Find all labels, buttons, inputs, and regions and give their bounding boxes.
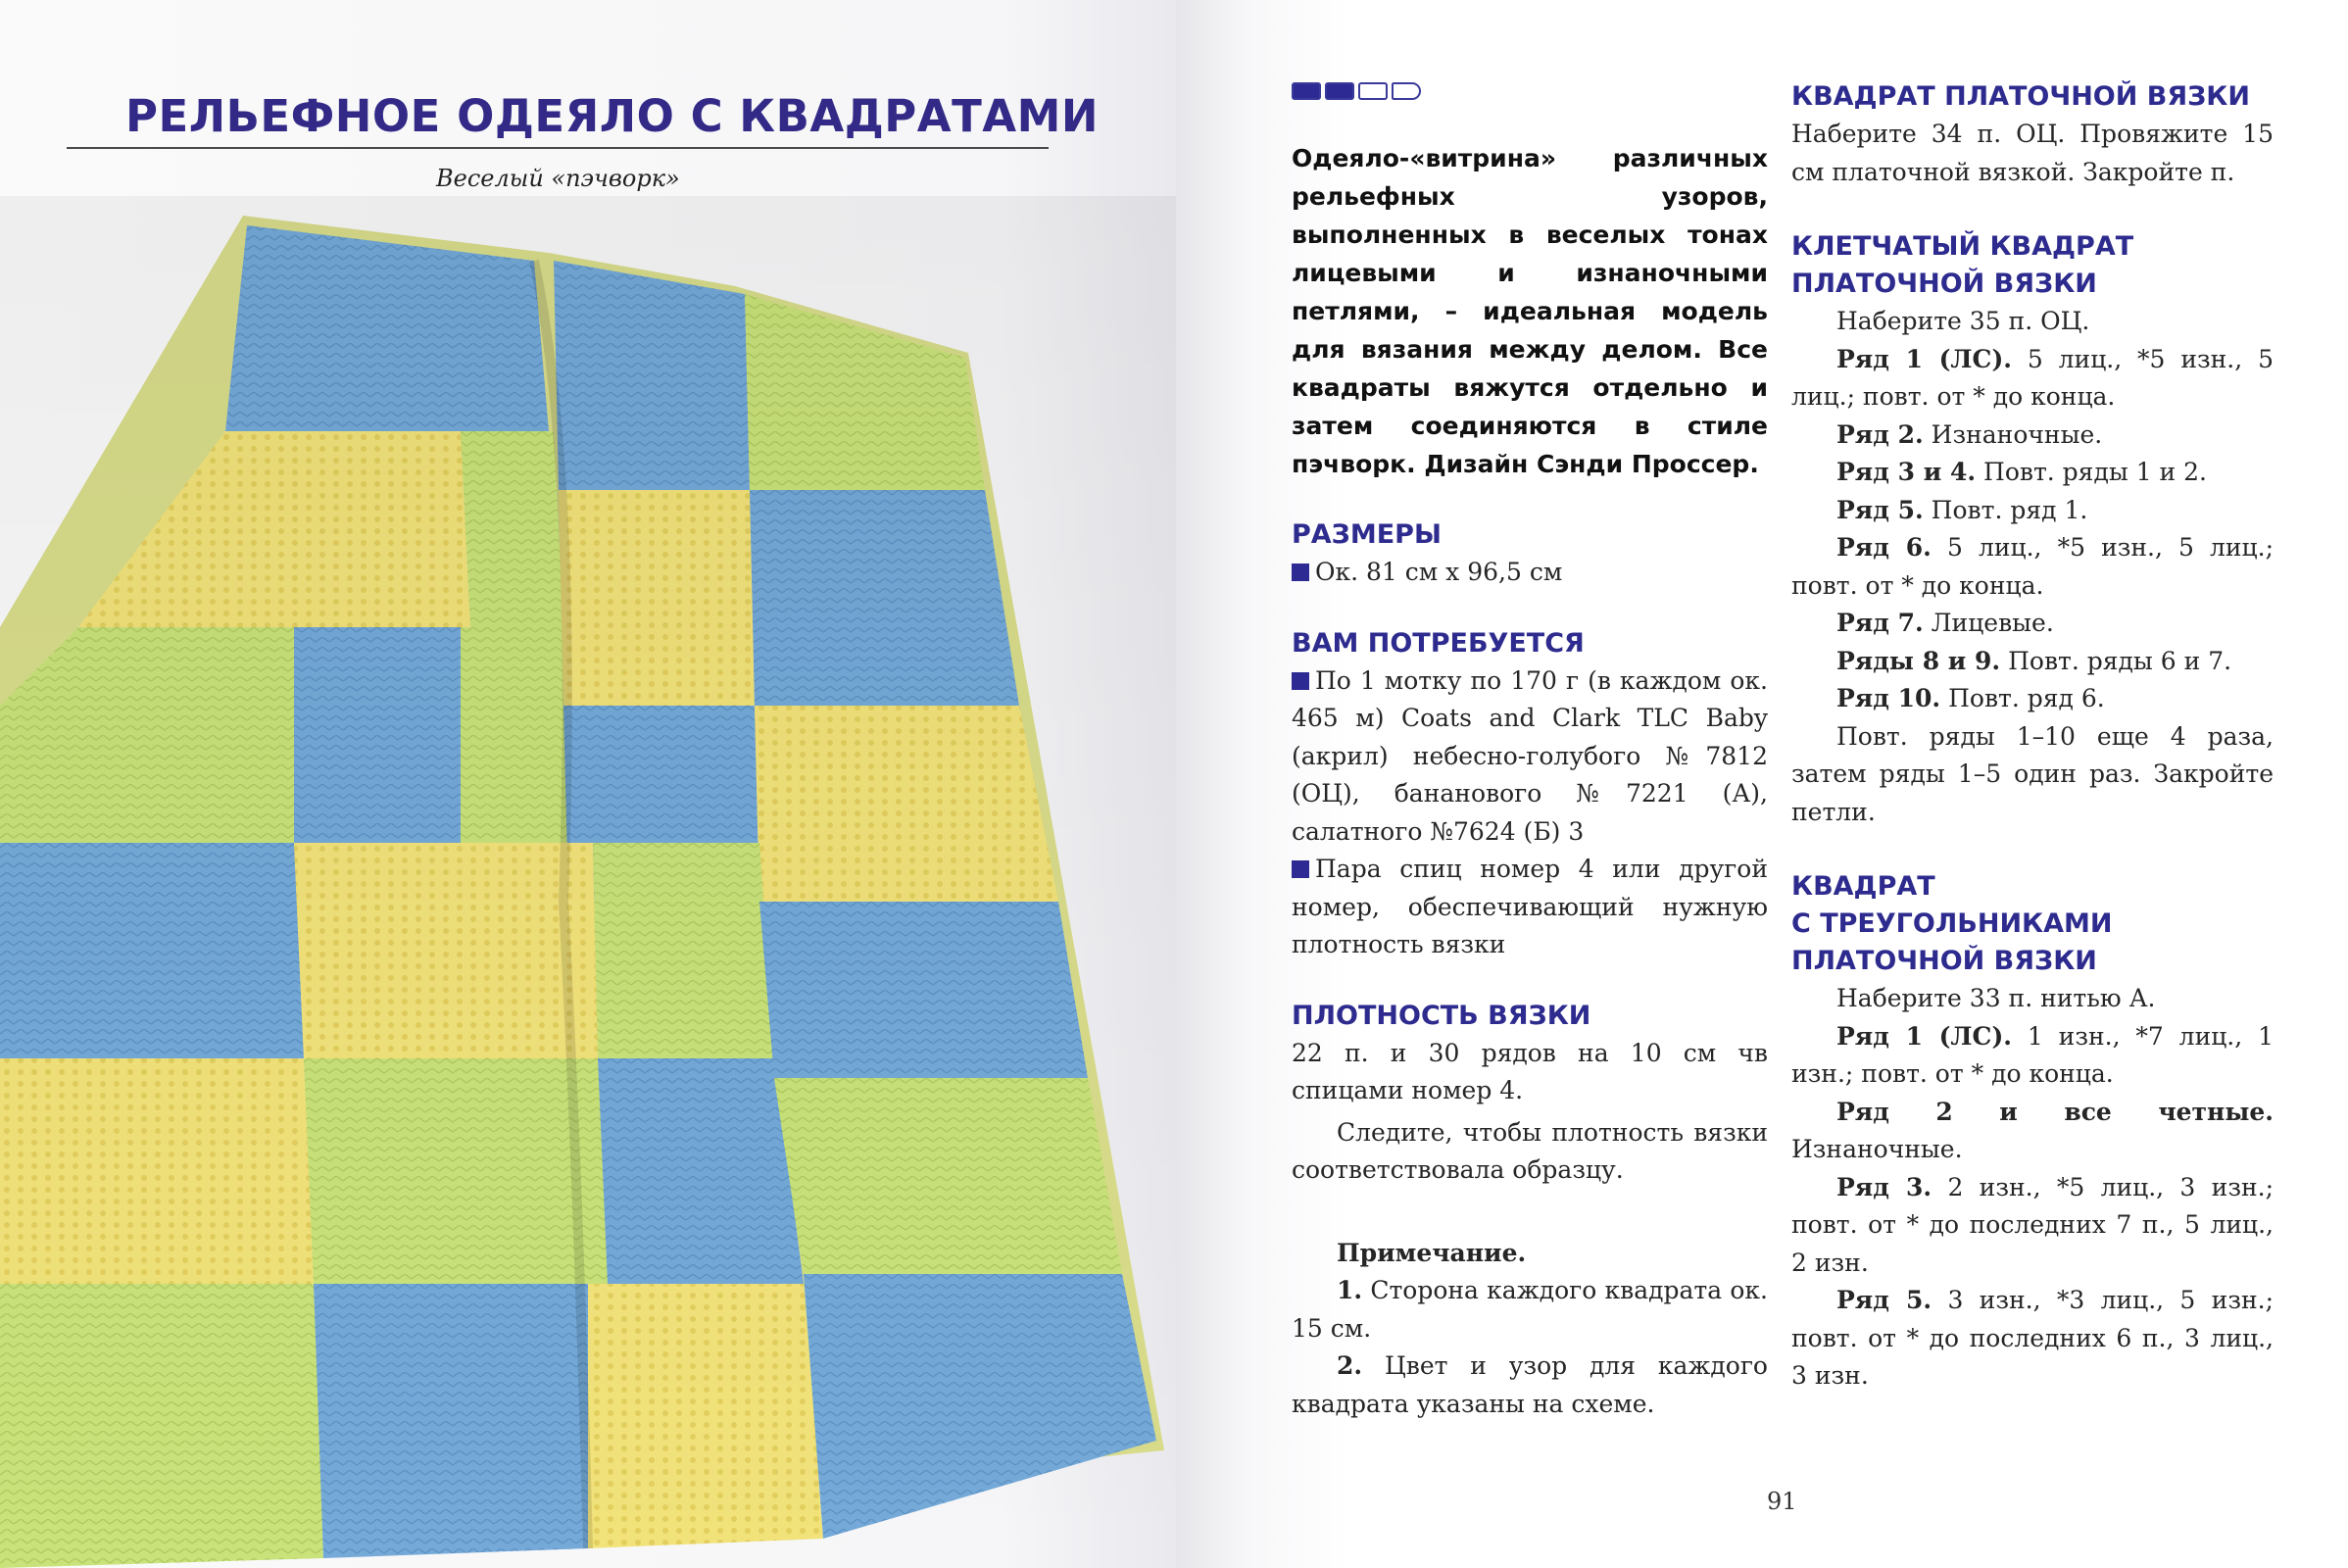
- row-instruction: [1791, 529, 2274, 605]
- bullet-square-icon: [1292, 564, 1309, 581]
- checked-square-heading-2: ПЛАТОЧНОЙ ВЯЗКИ: [1791, 269, 2097, 299]
- row-instruction: [1791, 1169, 2274, 1283]
- gauge-text: 22 п. и 30 рядов на 10 см чв спицами номер 4.: [1292, 1038, 1768, 1104]
- row-label: Ряд 1 (ЛС).: [1836, 1021, 2012, 1051]
- row-instruction: [1791, 492, 2274, 530]
- right-column: [1791, 78, 2274, 1396]
- row-instruction: [1791, 1094, 2274, 1169]
- note-text: Сторона каждого квадрата ок. 15 см.: [1292, 1276, 1768, 1343]
- triangles-square-heading-1: КВАДРАТ: [1791, 871, 1935, 902]
- row-label: Ряды 8 и 9.: [1836, 646, 2001, 675]
- row-text: 2 изн., *5 лиц., 3 изн.; повт. от * до последних 7 п., 5 лиц., 2 изн.: [1791, 1172, 2274, 1277]
- difficulty-pip-filled: [1325, 82, 1354, 100]
- row-label: Ряд 5.: [1836, 1286, 1932, 1314]
- row-label: Ряд 3.: [1836, 1172, 1932, 1201]
- checked-repeat-text: Повт. ряды 1–10 еще 4 раза, затем ряды 1–5 один раз. Закройте петли.: [1791, 721, 2274, 826]
- middle-column: [1292, 82, 1768, 1423]
- note-item-2: [1292, 1348, 1768, 1423]
- row-instruction: [1791, 341, 2274, 416]
- triangles-square-heading-3: ПЛАТОЧНОЙ ВЯЗКИ: [1791, 946, 2097, 976]
- difficulty-pip-filled: [1292, 82, 1321, 100]
- sizes-heading: РАЗМЕРЫ: [1292, 519, 1442, 550]
- checked-square-heading-1: КЛЕТЧАТЫЙ КВАДРАТ: [1791, 231, 2134, 262]
- gauge-check-text: Следите, чтобы плотность вязки соответствовала образцу.: [1292, 1117, 1768, 1184]
- page-number: 91: [1767, 1488, 1797, 1515]
- note-number: 1.: [1337, 1276, 1363, 1304]
- garter-square-heading: КВАДРАТ ПЛАТОЧНОЙ ВЯЗКИ: [1791, 81, 2250, 112]
- row-label: Ряд 6.: [1836, 533, 1932, 562]
- row-label: Ряд 2.: [1836, 419, 1924, 449]
- row-label: Ряд 3 и 4.: [1836, 458, 1977, 486]
- row-instruction: [1791, 454, 2274, 492]
- materials-item-needles: [1292, 851, 1768, 964]
- checked-cast-on: Наберите 35 п. ОЦ.: [1836, 307, 2090, 335]
- row-text: Повт. ряды 6 и 7.: [2000, 646, 2232, 675]
- row-text: Повт. ряды 1 и 2.: [1976, 458, 2208, 486]
- materials-item-yarn: [1292, 662, 1768, 852]
- note-number: 2.: [1337, 1351, 1363, 1380]
- difficulty-indicator: [1292, 82, 1768, 100]
- difficulty-pip-empty: [1358, 82, 1388, 100]
- row-text: Лицевые.: [1923, 609, 2054, 637]
- row-text: 1 изн., *7 лиц., 1 изн.; повт. от * до конца.: [1791, 1021, 2274, 1088]
- row-text: Изнаночные.: [1791, 1135, 1963, 1163]
- gauge-heading: ПЛОТНОСТЬ ВЯЗКИ: [1292, 1000, 1591, 1031]
- page-subtitle: Веселый «пэчворк»: [436, 165, 680, 192]
- triangles-square-heading-2: С ТРЕУГОЛЬНИКАМИ: [1791, 908, 2113, 939]
- note-item-1: [1292, 1272, 1768, 1348]
- row-instruction: [1791, 416, 2274, 455]
- blanket-photo: [0, 196, 1176, 1568]
- row-text: Повт. ряд 6.: [1940, 684, 2105, 712]
- materials-heading: ВАМ ПОТРЕБУЕТСЯ: [1292, 627, 1585, 659]
- materials-yarn-text: По 1 мотку по 170 г (в каждом ок. 465 м) Coats and Clark TLC Baby (акрил) небесно-голубого №7812 (ОЦ), бананового №7221 (А), салатного №7624 (Б) 3: [1292, 665, 1768, 846]
- row-label: Ряд 7.: [1836, 609, 1924, 637]
- row-text: Изнаночные.: [1923, 419, 2103, 449]
- row-label: Ряд 2 и все четные.: [1836, 1097, 2274, 1126]
- row-label: Ряд 1 (ЛС).: [1836, 344, 2012, 373]
- row-label: Ряд 5.: [1836, 495, 1924, 524]
- row-instruction: [1791, 643, 2274, 681]
- title-rule: [67, 147, 1049, 149]
- note-heading: Примечание.: [1337, 1238, 1527, 1267]
- bullet-square-icon: [1292, 672, 1309, 690]
- row-text: Повт. ряд 1.: [1923, 495, 2088, 524]
- garter-square-text: Наберите 34 п. ОЦ. Провяжите 15 см платочной вязкой. Закройте п.: [1791, 120, 2274, 186]
- row-text: 5 лиц., *5 изн., 5 лиц.; повт. от * до конца.: [1791, 344, 2274, 411]
- difficulty-pip-empty: [1392, 82, 1421, 100]
- row-instruction: [1791, 605, 2274, 643]
- row-text: 3 изн., *3 лиц., 5 изн.; повт. от * до последних 6 п., 3 лиц., 3 изн.: [1791, 1286, 2274, 1390]
- sizes-text: [1292, 554, 1768, 592]
- page-title: РЕЛЬЕФНОЕ ОДЕЯЛО С КВАДРАТАМИ: [125, 90, 1100, 142]
- row-text: 5 лиц., *5 изн., 5 лиц.; повт. от * до конца.: [1791, 533, 2275, 600]
- intro-text: Одеяло-«витрина» различных рельефных узоров, выполненных в веселых тонах лицевыми и изнаночными петлями, – идеальная модель для вязания между делом. Все квадраты вяжутся отдельно и затем соединяются в стиле пэчворк. Дизайн Сэнди Проссер.: [1292, 144, 1768, 478]
- row-label: Ряд 10.: [1836, 684, 1941, 712]
- materials-needles-text: Пара спиц номер 4 или другой номер, обеспечивающий нужную плотность вязки: [1292, 855, 1768, 958]
- row-instruction: [1791, 1282, 2274, 1396]
- row-instruction: [1791, 680, 2274, 718]
- bullet-square-icon: [1292, 860, 1309, 878]
- note-text: Цвет и узор для каждого квадрата указаны на схеме.: [1292, 1351, 1768, 1418]
- triangles-cast-on: Наберите 33 п. нитью А.: [1836, 984, 2156, 1012]
- row-instruction: [1791, 1018, 2274, 1094]
- sizes-value: Ок. 81 см х 96,5 см: [1315, 558, 1563, 586]
